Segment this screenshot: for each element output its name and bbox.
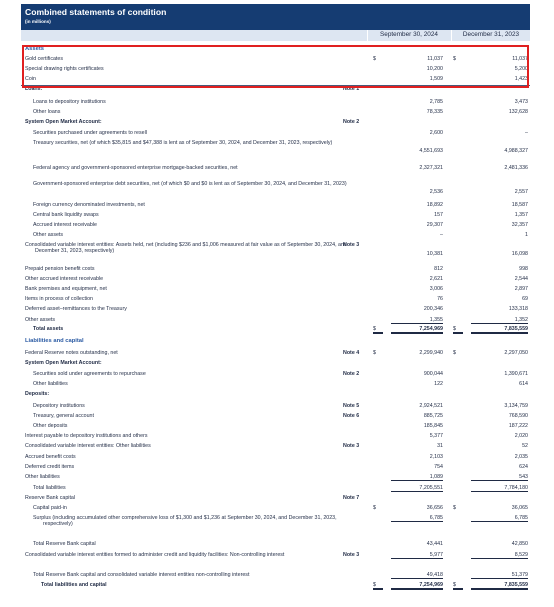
value-sep-2024: 4,551,693: [419, 148, 443, 154]
statement-row: [21, 109, 530, 116]
statement-row: [21, 464, 530, 471]
value-dec-2023: 1,390,671: [504, 371, 528, 377]
row-label: Consolidated variable interest entities: Assets held, net (including $236 and $1,006 measured at fair value as of September 30, 2024, and December 31, 2023, respectively): [25, 242, 347, 255]
statement-row: [21, 403, 530, 410]
row-label: Liabilities and capital: [25, 338, 84, 344]
statement-row: [21, 552, 530, 566]
currency-symbol: $: [453, 582, 463, 590]
value-sep-2024: 1,509: [429, 76, 443, 82]
row-label: Other liabilities: [33, 381, 68, 387]
statement-row: [21, 485, 530, 492]
statement-row: [21, 130, 530, 137]
value-sep-2024: 157: [434, 212, 443, 218]
value-sep-2024: 29,307: [426, 222, 443, 228]
value-dec-2023: 614: [519, 381, 528, 387]
value-dec-2023: 7,784,180: [471, 485, 528, 492]
row-label: Total Reserve Bank capital: [33, 541, 96, 547]
value-sep-2024: 10,381: [426, 251, 443, 257]
value-dec-2023: –: [525, 130, 528, 136]
value-sep-2024: 49,418: [391, 572, 443, 579]
currency-symbol: $: [373, 582, 383, 590]
value-dec-2023: 4,988,327: [504, 148, 528, 154]
row-label: Accrued benefit costs: [25, 454, 76, 460]
note-reference: Note 3: [343, 443, 360, 449]
row-label: Total liabilities: [33, 485, 66, 491]
value-sep-2024: 6,785: [391, 515, 443, 522]
value-dec-2023: 998: [519, 266, 528, 272]
row-label: Other assets: [25, 317, 56, 323]
statement-row: [21, 350, 530, 357]
row-label: Assets: [25, 46, 45, 52]
value-sep-2024: 7,205,551: [391, 485, 443, 492]
currency-symbol: $: [373, 326, 383, 334]
value-dec-2023: 11,037: [512, 56, 528, 62]
statement-row: [21, 266, 530, 273]
value-sep-2024: 3,006: [429, 286, 443, 292]
value-dec-2023: 7,835,559: [471, 326, 528, 334]
value-dec-2023: 1,357: [514, 212, 528, 218]
value-dec-2023: 1,423: [514, 76, 528, 82]
value-dec-2023: 133,318: [508, 306, 528, 312]
row-label: Federal Reserve notes outstanding, net: [25, 350, 118, 356]
value-dec-2023: 6,785: [471, 515, 528, 522]
row-label: Other accrued interest receivable: [25, 276, 104, 282]
value-sep-2024: 36,656: [426, 505, 443, 511]
note-reference: Note 6: [343, 413, 360, 419]
value-dec-2023: 3,134,759: [504, 403, 528, 409]
statement-title: Combined statements of condition: [25, 7, 167, 17]
row-label: Securities sold under agreements to repurchase: [33, 371, 146, 377]
statement-row: [21, 232, 530, 239]
statement-row: [21, 326, 530, 333]
note-reference: Note 4: [343, 350, 360, 356]
column-header-bar: [21, 30, 530, 41]
value-dec-2023: 32,357: [511, 222, 528, 228]
statement-row: [21, 165, 530, 172]
value-sep-2024: 11,037: [427, 56, 443, 62]
statement-row: [21, 381, 530, 388]
currency-symbol: $: [373, 505, 376, 511]
row-label: Capital paid-in: [33, 505, 67, 511]
column-separator: [367, 30, 368, 41]
value-sep-2024: 1,355: [391, 317, 443, 324]
value-sep-2024: 2,299,940: [419, 350, 443, 356]
value-sep-2024: 7,254,969: [391, 326, 443, 334]
value-dec-2023: 3,473: [514, 99, 528, 105]
value-dec-2023: 2,020: [514, 433, 528, 439]
value-sep-2024: 76: [437, 296, 443, 302]
value-dec-2023: 2,481,336: [504, 165, 528, 171]
value-dec-2023: 5,200: [514, 66, 528, 72]
row-label: Other assets: [33, 232, 64, 238]
statement-row: [21, 505, 530, 512]
value-sep-2024: 2,621: [429, 276, 443, 282]
row-label: Treasury, general account: [33, 413, 94, 419]
value-sep-2024: 78,335: [426, 109, 443, 115]
value-sep-2024: 754: [434, 464, 443, 470]
value-dec-2023: 132,628: [508, 109, 528, 115]
statement-row: [21, 276, 530, 283]
value-sep-2024: –: [440, 232, 443, 238]
value-sep-2024: 5,377: [429, 433, 443, 439]
currency-symbol: $: [453, 505, 456, 511]
statement-row: [21, 202, 530, 209]
value-sep-2024: 122: [434, 381, 443, 387]
note-reference: Note 3: [343, 242, 360, 248]
currency-symbol: $: [453, 326, 463, 334]
value-sep-2024: 2,536: [429, 189, 443, 195]
statement-row: [21, 371, 530, 378]
value-sep-2024: 885,725: [423, 413, 443, 419]
value-sep-2024: 5,977: [391, 552, 443, 559]
value-dec-2023: 2,557: [514, 189, 528, 195]
value-dec-2023: 187,222: [508, 423, 528, 429]
statement-row: [21, 541, 530, 548]
value-sep-2024: 2,785: [429, 99, 443, 105]
value-sep-2024: 7,254,969: [391, 582, 443, 590]
value-dec-2023: 543: [471, 474, 528, 481]
currency-symbol: $: [453, 350, 456, 356]
row-label: Special drawing rights certificates: [25, 66, 104, 72]
row-label: Treasury securities, net (of which $35,815 and $47,388 is lent as of September 30, 2024, and December 31, 2023, respectively): [33, 140, 333, 146]
row-label: Loans:: [25, 86, 43, 92]
value-dec-2023: 2,897: [514, 286, 528, 292]
value-sep-2024: 1,089: [391, 474, 443, 481]
value-sep-2024: 18,892: [426, 202, 443, 208]
row-label: Central bank liquidity swaps: [33, 212, 99, 218]
note-reference: Note 2: [343, 371, 360, 377]
statement-row: [21, 391, 530, 398]
statement-subtitle: (in millions): [25, 19, 51, 24]
statement-row: [21, 242, 530, 256]
value-sep-2024: 2,924,521: [419, 403, 443, 409]
row-label: Deposits:: [25, 391, 50, 397]
note-reference: Note 5: [343, 403, 360, 409]
statement-row: [21, 413, 530, 420]
statement-row: [21, 572, 530, 579]
row-label: Total liabilities and capital: [41, 582, 107, 588]
row-label: Prepaid pension benefit costs: [25, 266, 95, 272]
row-label: System Open Market Account:: [25, 360, 102, 366]
row-label: Reserve Bank capital: [25, 495, 76, 501]
statement-row: [21, 306, 530, 313]
statement-row: [21, 423, 530, 430]
row-label: Coin: [25, 76, 36, 82]
statement-row: [21, 286, 530, 293]
value-dec-2023: 69: [522, 296, 528, 302]
value-sep-2024: 200,346: [423, 306, 443, 312]
row-label: Federal agency and government-sponsored enterprise mortgage-backed securities, net: [33, 165, 238, 171]
statement-row: [21, 99, 530, 106]
row-label: Other deposits: [33, 423, 68, 429]
value-sep-2024: 31: [437, 443, 443, 449]
value-sep-2024: 900,044: [423, 371, 443, 377]
statement-row: [21, 474, 530, 481]
note-reference: Note 2: [343, 119, 360, 125]
statement-document: [21, 4, 530, 604]
row-label: Bank premises and equipment, net: [25, 286, 107, 292]
value-dec-2023: 36,065: [511, 505, 528, 511]
row-label: Depository institutions: [33, 403, 85, 409]
value-dec-2023: 2,035: [514, 454, 528, 460]
value-sep-2024: 185,845: [423, 423, 443, 429]
row-label: Securities purchased under agreements to resell: [33, 130, 147, 136]
note-reference: Note 3: [343, 552, 360, 558]
statement-row: [21, 443, 530, 450]
row-label: System Open Market Account:: [25, 119, 102, 125]
value-dec-2023: 1,352: [471, 317, 528, 324]
value-dec-2023: 8,529: [471, 552, 528, 559]
row-label: Accrued interest receivable: [33, 222, 97, 228]
note-reference: Note 1: [343, 86, 360, 92]
row-label: Deferred credit items: [25, 464, 75, 470]
row-label: Gold certificates: [25, 56, 63, 62]
value-dec-2023: 42,850: [511, 541, 528, 547]
statement-row: [21, 296, 530, 303]
statement-row: [21, 360, 530, 367]
statement-row: [21, 119, 530, 126]
value-dec-2023: 18,587: [511, 202, 528, 208]
currency-symbol: $: [373, 56, 376, 62]
row-label: Foreign currency denominated investments, net: [33, 202, 145, 208]
statement-row: [21, 582, 530, 589]
value-sep-2024: 2,103: [429, 454, 443, 460]
statement-row: [21, 222, 530, 229]
statement-row: [21, 212, 530, 219]
note-reference: Note 7: [343, 495, 360, 501]
value-dec-2023: 2,544: [514, 276, 528, 282]
row-label: Surplus (including accumulated other comprehensive loss of $1,300 and $1,236 at September 30, 2024, and December 31, 2023, respectively): [33, 515, 337, 528]
value-dec-2023: 768,590: [508, 413, 528, 419]
row-label: Other liabilities: [25, 474, 60, 480]
row-label: Other loans: [33, 109, 61, 115]
value-dec-2023: 52: [522, 443, 528, 449]
value-dec-2023: 51,379: [471, 572, 528, 579]
value-sep-2024: 43,441: [426, 541, 443, 547]
currency-symbol: $: [453, 56, 456, 62]
row-label: Consolidated variable interest entities: Other liabilities: [25, 443, 151, 449]
statement-row: [21, 433, 530, 440]
value-dec-2023: 7,835,559: [471, 582, 528, 590]
row-label: Consolidated variable interest entities formed to administer credit and liquidity facilities: Non-controlling interest: [25, 552, 285, 558]
row-label: Items in process of collection: [25, 296, 94, 302]
section-heading: [21, 338, 530, 345]
value-sep-2024: 10,200: [426, 66, 443, 72]
value-dec-2023: 1: [525, 232, 528, 238]
value-sep-2024: 2,600: [429, 130, 443, 136]
row-label: Government-sponsored enterprise debt securities, net (of which $0 and $0 is lent as of September 30, 2024, and December 31, 2023): [33, 181, 347, 187]
value-dec-2023: 16,098: [511, 251, 528, 257]
value-sep-2024: 812: [434, 266, 443, 272]
value-dec-2023: 2,297,050: [504, 350, 528, 356]
statement-row: [21, 495, 530, 502]
assets-highlight-box: [22, 45, 529, 88]
value-sep-2024: 2,327,321: [419, 165, 443, 171]
row-label: Deferred asset–remittances to the Treasury: [25, 306, 127, 312]
title-bar: [21, 4, 530, 30]
column-header-sep-2024: September 30, 2024: [380, 31, 438, 38]
statement-row: [21, 515, 530, 529]
currency-symbol: $: [373, 350, 376, 356]
statement-row: [21, 181, 530, 195]
statement-row: [21, 317, 530, 324]
value-dec-2023: 624: [519, 464, 528, 470]
column-header-dec-2023: December 31, 2023: [462, 31, 520, 38]
row-label: Loans to depository institutions: [33, 99, 106, 105]
row-label: Total assets: [33, 326, 64, 332]
statement-row: [21, 140, 530, 154]
row-label: Interest payable to depository institutions and others: [25, 433, 148, 439]
statement-row: [21, 454, 530, 461]
column-separator: [451, 30, 452, 41]
row-label: Total Reserve Bank capital and consolidated variable interest entities non-controlling interest: [33, 572, 250, 578]
